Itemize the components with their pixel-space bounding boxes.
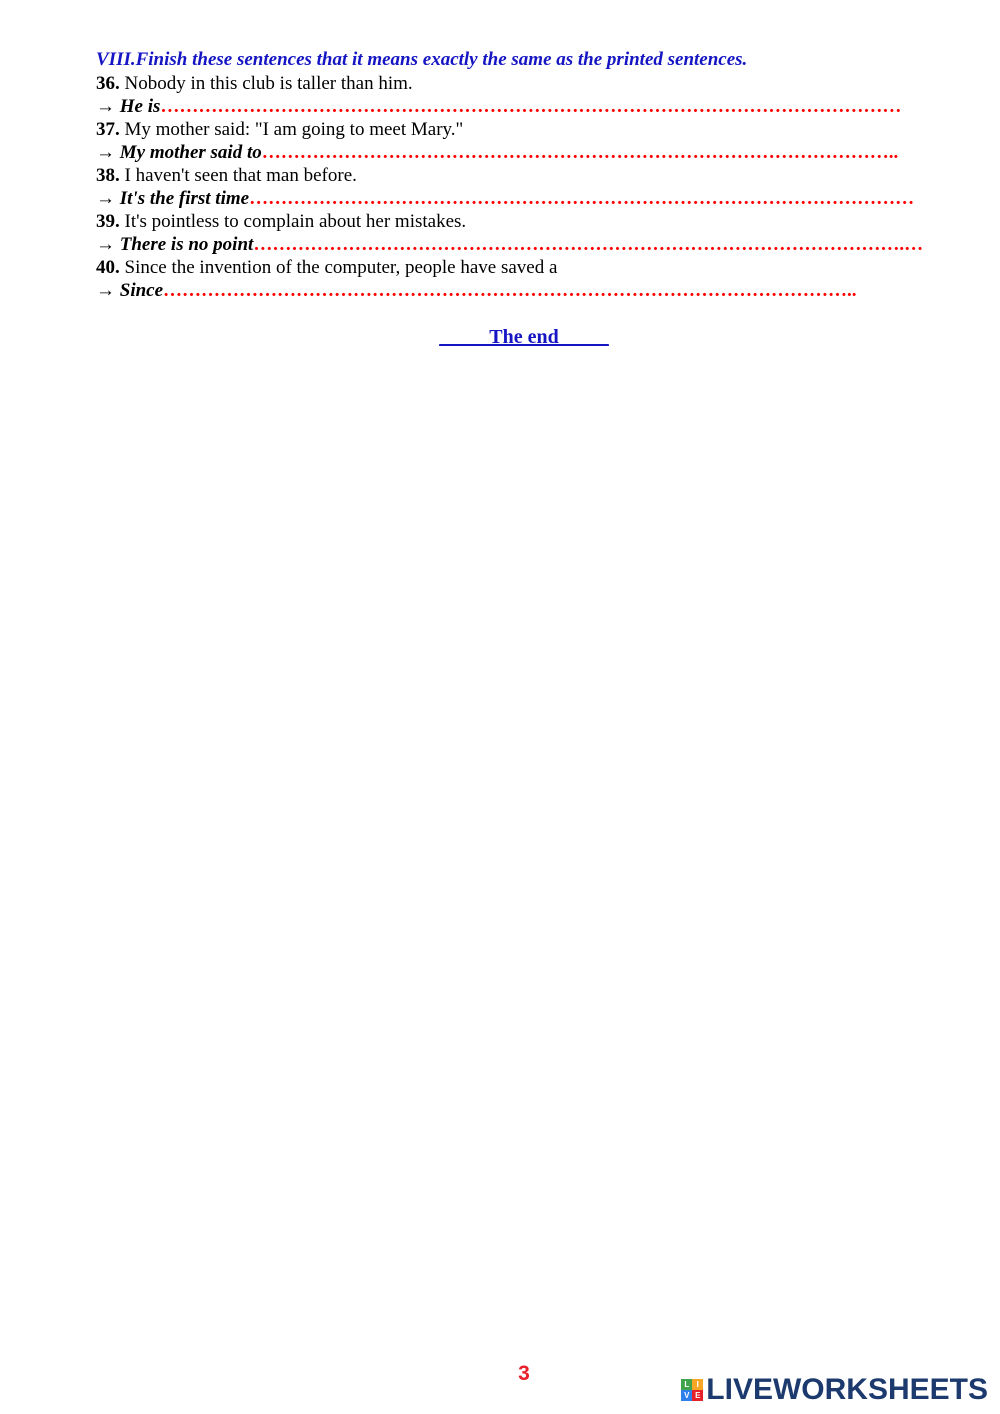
question-text: It's pointless to complain about her mistakes. bbox=[119, 211, 467, 232]
question-number: 38. bbox=[96, 165, 120, 186]
logo-tile: I bbox=[692, 1379, 703, 1390]
question-number: 40. bbox=[96, 257, 120, 278]
question-line bbox=[96, 118, 916, 141]
arrow-icon: → bbox=[96, 142, 115, 163]
arrow-icon: → bbox=[96, 96, 115, 117]
question-text: Nobody in this club is taller than him. bbox=[119, 73, 413, 94]
question-text: Since the invention of the computer, people have saved a bbox=[119, 257, 558, 278]
answer-prefix: It's the first time bbox=[119, 188, 250, 209]
logo-text: LIVEWORKSHEETS bbox=[706, 1373, 988, 1406]
logo-tile: L bbox=[681, 1379, 692, 1390]
question-line bbox=[96, 72, 916, 95]
arrow-icon: → bbox=[96, 188, 115, 209]
logo-tile: E bbox=[692, 1390, 703, 1401]
answer-prefix: There is no point bbox=[119, 234, 254, 255]
answer-line bbox=[96, 187, 916, 210]
page-number: 3 bbox=[518, 1362, 530, 1385]
question-number: 37. bbox=[96, 119, 120, 140]
question-number: 39. bbox=[96, 211, 120, 232]
answer-blank[interactable]: ……………………………………………………………………………………………….. bbox=[163, 280, 857, 301]
answer-prefix: He is bbox=[119, 96, 161, 117]
question-line bbox=[96, 164, 916, 187]
liveworksheets-logo bbox=[681, 1374, 988, 1406]
answer-line bbox=[96, 279, 916, 302]
answer-line bbox=[96, 141, 916, 164]
question-line bbox=[96, 210, 916, 233]
answer-prefix: My mother said to bbox=[119, 142, 262, 163]
answer-blank[interactable]: ……………………………………………………………………………………………………… bbox=[160, 96, 902, 117]
the-end-text: _____The end_____ bbox=[439, 326, 609, 348]
question-line bbox=[96, 256, 916, 279]
question-list bbox=[96, 72, 924, 302]
question-number: 36. bbox=[96, 73, 120, 94]
answer-blank[interactable]: ……………………………………………………………………………………….. bbox=[261, 142, 899, 163]
question-text: My mother said: "I am going to meet Mary." bbox=[119, 119, 464, 140]
answer-line bbox=[96, 233, 924, 256]
answer-blank[interactable]: …………………………………………………………………………………………… bbox=[249, 188, 915, 209]
question-text: I haven't seen that man before. bbox=[119, 165, 357, 186]
arrow-icon: → bbox=[96, 234, 115, 255]
section-heading: VIII.Finish these sentences that it means exactly the same as the printed sentences. bbox=[96, 49, 748, 70]
arrow-icon: → bbox=[96, 280, 115, 301]
answer-line bbox=[96, 95, 916, 118]
worksheet-section bbox=[96, 48, 924, 302]
answer-blank[interactable]: ………………………………………………………………………………………….… bbox=[253, 234, 924, 255]
answer-prefix: Since bbox=[119, 280, 164, 301]
logo-tile: V bbox=[681, 1390, 692, 1401]
logo-icon bbox=[681, 1379, 703, 1401]
